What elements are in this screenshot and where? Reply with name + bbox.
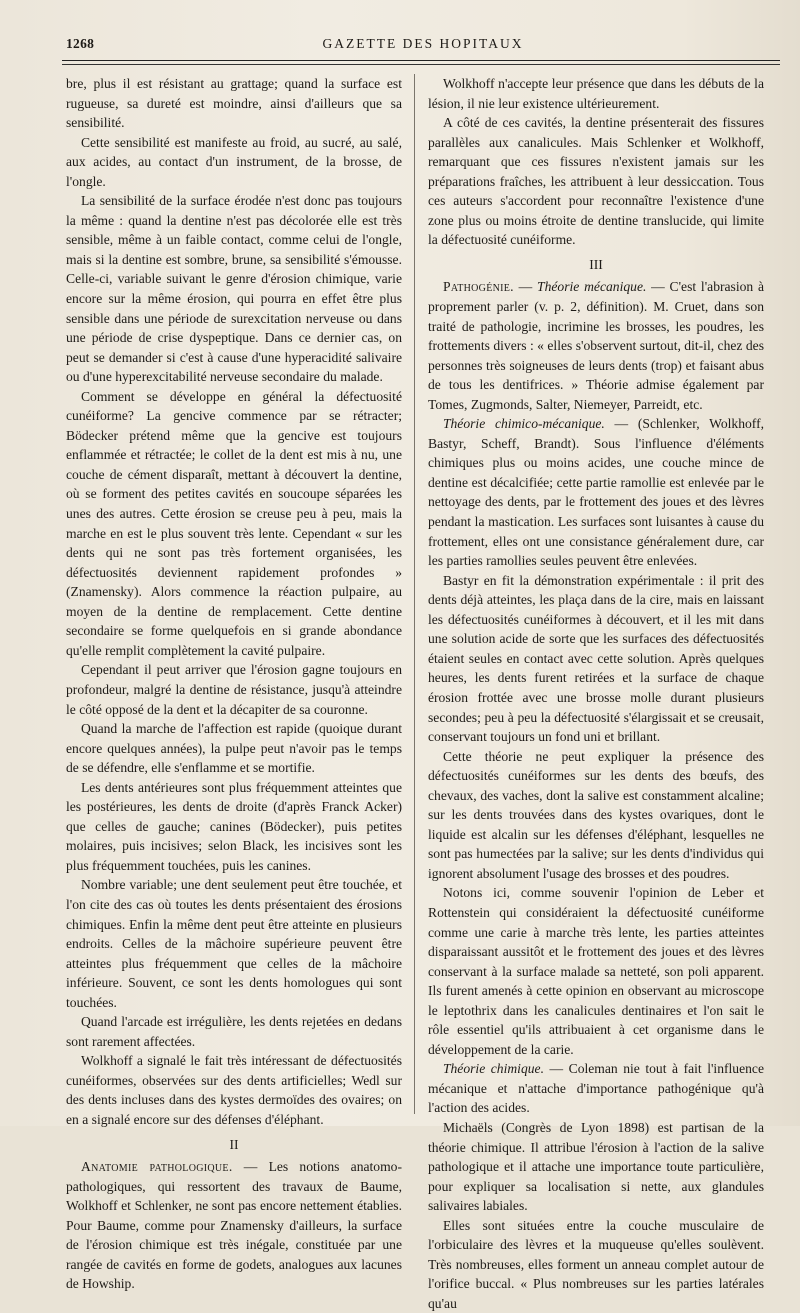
paragraph-text: — Coleman nie tout à fait l'influence mécanique et n'attache d'importance pathogénique qu'à l'action des acides.	[428, 1061, 764, 1116]
paragraph-text: — Les notions anatomo-pathologiques, qui ressortent des travaux de Baume, Wolkhoff et Schlenker, ne sont pas encore nettement établies. Pour Baume, comme pour Znamensky d'ailleurs, la surface de l'érosion chimique est très inégale, constituée par une rangée de cavités en forme de godets, analogues aux lacunes de Howship.	[66, 1159, 402, 1292]
section-heading-iii: III	[589, 256, 603, 272]
paragraph: Les dents antérieures sont plus fréquemment atteintes que les postérieures, les dents de droite (d'après Franck Acker) que celles de gauche; canines (Bödecker), puis petites molaires, puis incisives; selon Black, les incisives sont les plus fréquemment touchées, puis les canines.	[66, 779, 402, 873]
left-column	[66, 74, 402, 1294]
paragraph: Quand la marche de l'affection est rapide (quoique durant encore quelques années), la pulpe peut n'avoir pas le temps de se défendre, elle s'enflamme et se mortifie.	[66, 721, 402, 776]
paragraph: Cette sensibilité est manifeste au froid, au sucré, au salé, aux acides, au contact d'un instrument, de la brosse, de l'ongle.	[66, 134, 402, 189]
paragraph: Wolkhoff n'accepte leur présence que dans les débuts de la lésion, il nie leur existence ultérieurement.	[428, 76, 764, 111]
paragraph: Quand l'arcade est irrégulière, les dents rejetées en dedans sont rarement affectées.	[66, 1014, 402, 1049]
page-number: 1268	[66, 36, 95, 51]
paragraph: bre, plus il est résistant au grattage; quand la surface est rugueuse, sa dureté est moindre, ainsi d'ailleurs que sa sensibilité.	[66, 76, 402, 131]
run-in-heading: Pathogénie.	[442, 279, 514, 295]
section-heading-ii: II	[229, 1136, 239, 1152]
column-divider	[414, 74, 415, 1114]
paragraph: Comment se développe en général la défectuosité cunéiforme? La gencive commence par se rétracter; Bödecker prétend même que la gencive est toujours enflammée et rétractée; le collet de la dent est mis à nu, une couche de cément disparaît, mettant à découvert la dentine, où se forment des petites cavités en soucoupe séparées les unes des autres. Cette érosion se creuse peu à peu, mais la marche en est le plus souvent très lente. Cependant « sur les dents qui ne sont pas très fortement organisées, les défectuosités deviennent rapidement profondes » (Znamensky). Alors commence la réaction pulpaire, au moyen de la dentine de remplacement. Cette dentine secondaire se forme quelquefois en si grande abondance qu'elle remplit complètement la cavité pulpaire.	[66, 388, 402, 658]
header-rule-thick	[62, 60, 780, 61]
page-header	[66, 36, 780, 58]
paragraph: Notons ici, comme souvenir l'opinion de Leber et Rottenstein qui considéraient la défectuosité cunéiforme comme une carie à marche très lente, les parties atteintes disparaissant aussitôt et le frottement des joues et des lèvres conservant à la surface malade sa netteté, son poli apparent. Ils furent amenés à cette opinion en observant au microscope le leptothrix dans les canalicules dentinaires et l'on sait le rôle essentiel qu'ils attribuaient à cet organisme dans le développement de la carie.	[428, 885, 764, 1057]
subheading: Théorie mécanique.	[537, 279, 647, 295]
header-rule-thin	[62, 64, 780, 65]
paragraph: Michaëls (Congrès de Lyon 1898) est partisan de la théorie chimique. Il attribue l'érosion à l'action de la salive pathologique et il attache une importance toute particulière, pour expliquer sa localisation si nette, aux glandules salivaires labiales.	[428, 1119, 764, 1214]
paragraph-text: — (Schlenker, Wolkhoff, Bastyr, Scheff, Brandt). Sous l'influence d'éléments chimiques plus ou moins acides, une couche mince de dentine est décalcifiée; cette partie ramollie est enlevée par le nettoyage des dents, par le frottement des joues et des lèvres pendant la mastication. Les surfaces sont luisantes à cause du frottement, elles ont une consistance généralement dure, car les parties ramollies seules peuvent être enlevées.	[428, 416, 764, 569]
right-column	[428, 74, 764, 1313]
paragraph: Cette théorie ne peut expliquer la présence des défectuosités cunéiformes sur les dents des bœufs, des chevaux, des vaches, dont la salive est constamment alcaline; sur les dents trouvées dans des kystes ovariques, dont le liquide est alcalin sur les défenses d'éléphant, lesquelles ne sont pas humectées par la salive; sur les dents d'individus qui ignorent absolument l'usage des brosses et des poudres.	[428, 748, 764, 881]
journal-title: GAZETTE DES HOPITAUX	[322, 36, 524, 51]
paragraph-text: — C'est l'abrasion à proprement parler (v. p. 2, définition). M. Cruet, dans son traité de pathologie, incrimine les brosses, les poudres, les frottements divers : « elles s'observent surtout, dit-il, chez des personnes très soigneuses de leurs dents (trop) et faisant abus de tous les dentifrices. » Théorie admise également par Tomes, Zugmonds, Salter, Niemeyer, Parreidt, etc.	[428, 279, 765, 412]
paragraph-anatomy	[66, 1157, 402, 1294]
paragraph: Cependant il peut arriver que l'érosion gagne toujours en profondeur, malgré la dentine de résistance, jusqu'à atteindre le côté opposé de la dent et la décapiter de sa couronne.	[66, 662, 402, 717]
paragraph-chimique	[428, 1059, 764, 1118]
paragraph-pathogenie: Pathogénie. — Théorie mécanique. — C'est l'abrasion à proprement parler (v. p. 2, définition). M. Cruet, dans son traité de pathologie, incrimine les brosses, les poudres, les frottements divers : « elles s'observent surtout, dit-il, chez des personnes très soigneuses de leurs dents (trop) et faisant abus de tous les dentifrices. » Théorie admise également par Tomes, Zugmonds, Salter, Niemeyer, Parreidt, etc.	[428, 279, 765, 412]
paragraph: Bastyr en fit la démonstration expérimentale : il prit des dents déjà atteintes, les plaça dans de la cire, mais en laissant les défectuosités cunéiformes à découvert, et il les mit dans une solution acide de sorte que les surfaces des défectuosités étaient seules en contact avec cette solution. Après quelques heures, les dents furent retirées et la surface de chaque érosion frottée avec une brosse molle durant plusieurs secondes; peu à peu la défectuosité s'élargissait et se creusait, conservant toujours un fond uni et brillant.	[428, 572, 764, 745]
paragraph-chimico	[428, 414, 764, 570]
subheading: Théorie chimique.	[442, 1061, 544, 1077]
subheading: Théorie chimico-mécanique.	[442, 416, 605, 432]
paragraph: Elles sont situées entre la couche musculaire de l'orbiculaire des lèvres et la muqueuse qu'elles soulèvent. Très nombreuses, elles forment un anneau complet autour de l'orifice buccal. « Plus nombreuses sur les parties latérales qu'au	[428, 1217, 764, 1311]
paragraph: A côté de ces cavités, la dentine présenterait des fissures parallèles aux canalicules. Mais Schlenker et Wolkhoff, remarquant que ces fissures n'existent jamais sur les préparations fraîches, les attribuent à leur dessiccation. Tous ces auteurs s'accordent pour reconnaître l'existence d'une zone plus ou moins étroite de dentine translucide, qui limite la défectuosité cunéiforme.	[428, 115, 764, 248]
paragraph: Nombre variable; une dent seulement peut être touchée, et l'on cite des cas où toutes les dents présentaient des érosions chimiques. Enfin la même dent peut être atteinte en plusieurs endroits. Celles de la mâchoire supérieure peuvent être atteintes plus fréquemment que celles de la mâchoire inférieure. Souvent, ce sont les dents homologues qui sont touchées.	[66, 877, 402, 1010]
paragraph: La sensibilité de la surface érodée n'est donc pas toujours la même : quand la dentine n'est pas décolorée elle est très sensible, même à un faible contact, comme celui de l'ongle, mais si la dentine est sombre, brune, sa sensibilité s'émousse. Celle-ci, variable suivant le genre d'érosion chimique, varie encore sur la même érosion, qui pourra en effet être plus sensible dans une période de surexcitation nerveuse ou dans une période de crise dyspeptique. Dans ce dernier cas, on peut se demander si c'est à cause d'une hyperacidité salivaire ou d'une hyperexcitabilité nerveuse secondaire du malade.	[66, 193, 402, 385]
run-in-heading: Anatomie pathologique.	[80, 1159, 233, 1175]
paragraph: Wolkhoff a signalé le fait très intéressant de défectuosités cunéiformes, observées sur des dents artificielles; Wedl sur des dents incluses dans des kystes dermoïdes des ovaires; on en a signalé encore sur des défenses d'éléphant.	[66, 1053, 402, 1127]
